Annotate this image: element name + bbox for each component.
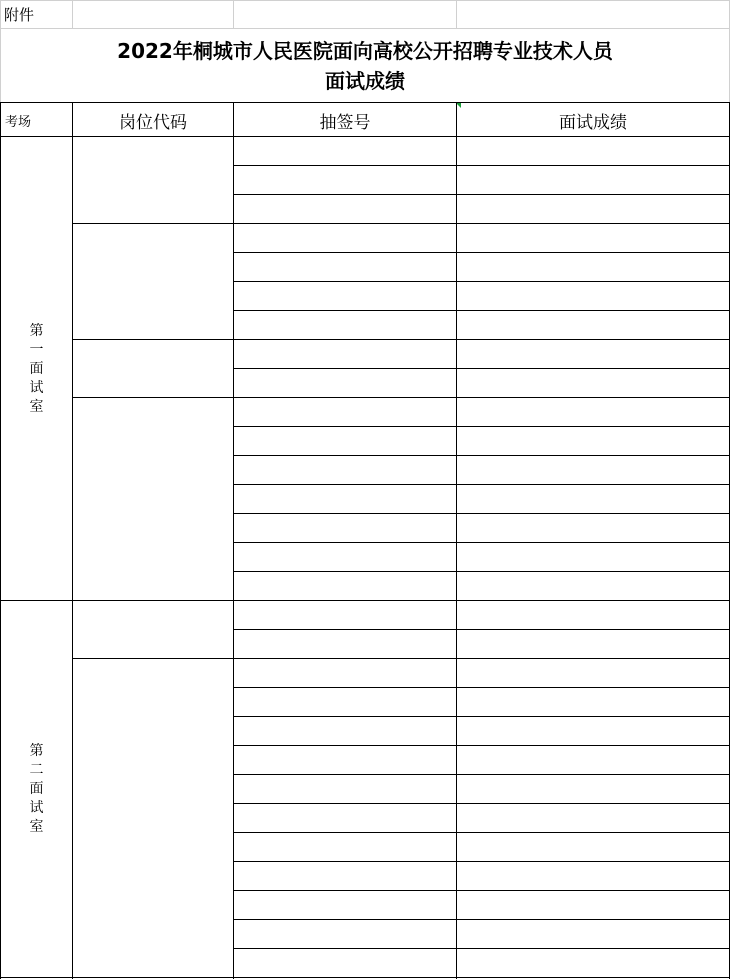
- score-cell: [457, 282, 729, 311]
- score-cell: [457, 514, 729, 543]
- draw-number-cell: [234, 630, 456, 659]
- faint-gridline: [233, 0, 234, 28]
- faint-gridline: [0, 28, 730, 29]
- score-cell: [457, 398, 729, 427]
- score-cell: [457, 224, 729, 253]
- score-cell: [457, 485, 729, 514]
- draw-number-cell: [234, 891, 456, 920]
- header-score: 面试成绩: [559, 112, 627, 133]
- draw-number-cell: [234, 717, 456, 746]
- score-cell: [457, 920, 729, 949]
- draw-number-cell: [234, 601, 456, 630]
- score-cell: [457, 862, 729, 891]
- draw-number-cell: [234, 427, 456, 456]
- score-cell: [457, 949, 729, 978]
- score-cell: [457, 340, 729, 369]
- score-cell: [457, 804, 729, 833]
- score-cell: [457, 746, 729, 775]
- score-cell: [457, 688, 729, 717]
- position-code-cell: [73, 224, 233, 340]
- room-name: 第二面试室: [29, 743, 44, 835]
- score-cell: [457, 456, 729, 485]
- score-cell: [457, 195, 729, 224]
- draw-number-cell: [234, 282, 456, 311]
- draw-number-cell: [234, 920, 456, 949]
- score-cell: [457, 659, 729, 688]
- group-border: [72, 977, 234, 978]
- score-cell: [457, 253, 729, 282]
- faint-gridline: [0, 0, 730, 1]
- score-cell: [457, 717, 729, 746]
- draw-number-cell: [234, 746, 456, 775]
- room-name-cell: [1, 137, 72, 601]
- room-name: 第一面试室: [29, 322, 44, 415]
- draw-number-cell: [234, 659, 456, 688]
- draw-number-cell: [234, 166, 456, 195]
- title-line-2: 面试成绩: [325, 68, 405, 93]
- faint-gridline: [72, 0, 73, 28]
- score-cell: [457, 775, 729, 804]
- score-cell: [457, 543, 729, 572]
- row-border: [233, 977, 730, 978]
- score-cell: [457, 630, 729, 659]
- room-border: [0, 977, 73, 978]
- position-code-cell: [73, 340, 233, 398]
- draw-number-cell: [234, 514, 456, 543]
- draw-number-cell: [234, 949, 456, 978]
- score-cell: [457, 572, 729, 601]
- draw-number-cell: [234, 456, 456, 485]
- draw-number-cell: [234, 137, 456, 166]
- draw-number-cell: [234, 398, 456, 427]
- position-code-cell: [73, 398, 233, 601]
- draw-number-cell: [234, 833, 456, 862]
- score-cell: [457, 311, 729, 340]
- draw-number-cell: [234, 369, 456, 398]
- header-draw: 抽签号: [319, 112, 371, 133]
- draw-number-cell: [234, 340, 456, 369]
- header-room: 考场: [5, 114, 32, 130]
- draw-number-cell: [234, 688, 456, 717]
- draw-number-cell: [234, 485, 456, 514]
- score-cell: [457, 891, 729, 920]
- draw-number-cell: [234, 543, 456, 572]
- position-code-cell: [73, 601, 233, 659]
- draw-number-cell: [234, 862, 456, 891]
- header-code: 岗位代码: [119, 112, 187, 133]
- score-cell: [457, 601, 729, 630]
- table-border: [0, 102, 730, 103]
- draw-number-cell: [234, 572, 456, 601]
- attachment-label: 附件: [4, 6, 35, 24]
- position-code-cell: [73, 659, 233, 978]
- position-code-cell: [73, 137, 233, 224]
- draw-number-cell: [234, 195, 456, 224]
- draw-number-cell: [234, 804, 456, 833]
- score-cell: [457, 833, 729, 862]
- faint-gridline: [0, 0, 1, 103]
- page-title: [1, 29, 729, 102]
- title-line-1: 2022年桐城市人民医院面向高校公开招聘专业技术人员: [117, 38, 613, 63]
- faint-gridline: [456, 0, 457, 28]
- score-cell: [457, 427, 729, 456]
- score-cell: [457, 369, 729, 398]
- score-cell: [457, 137, 729, 166]
- room-name-cell: [1, 601, 72, 978]
- score-cell: [457, 166, 729, 195]
- draw-number-cell: [234, 311, 456, 340]
- draw-number-cell: [234, 775, 456, 804]
- draw-number-cell: [234, 253, 456, 282]
- draw-number-cell: [234, 224, 456, 253]
